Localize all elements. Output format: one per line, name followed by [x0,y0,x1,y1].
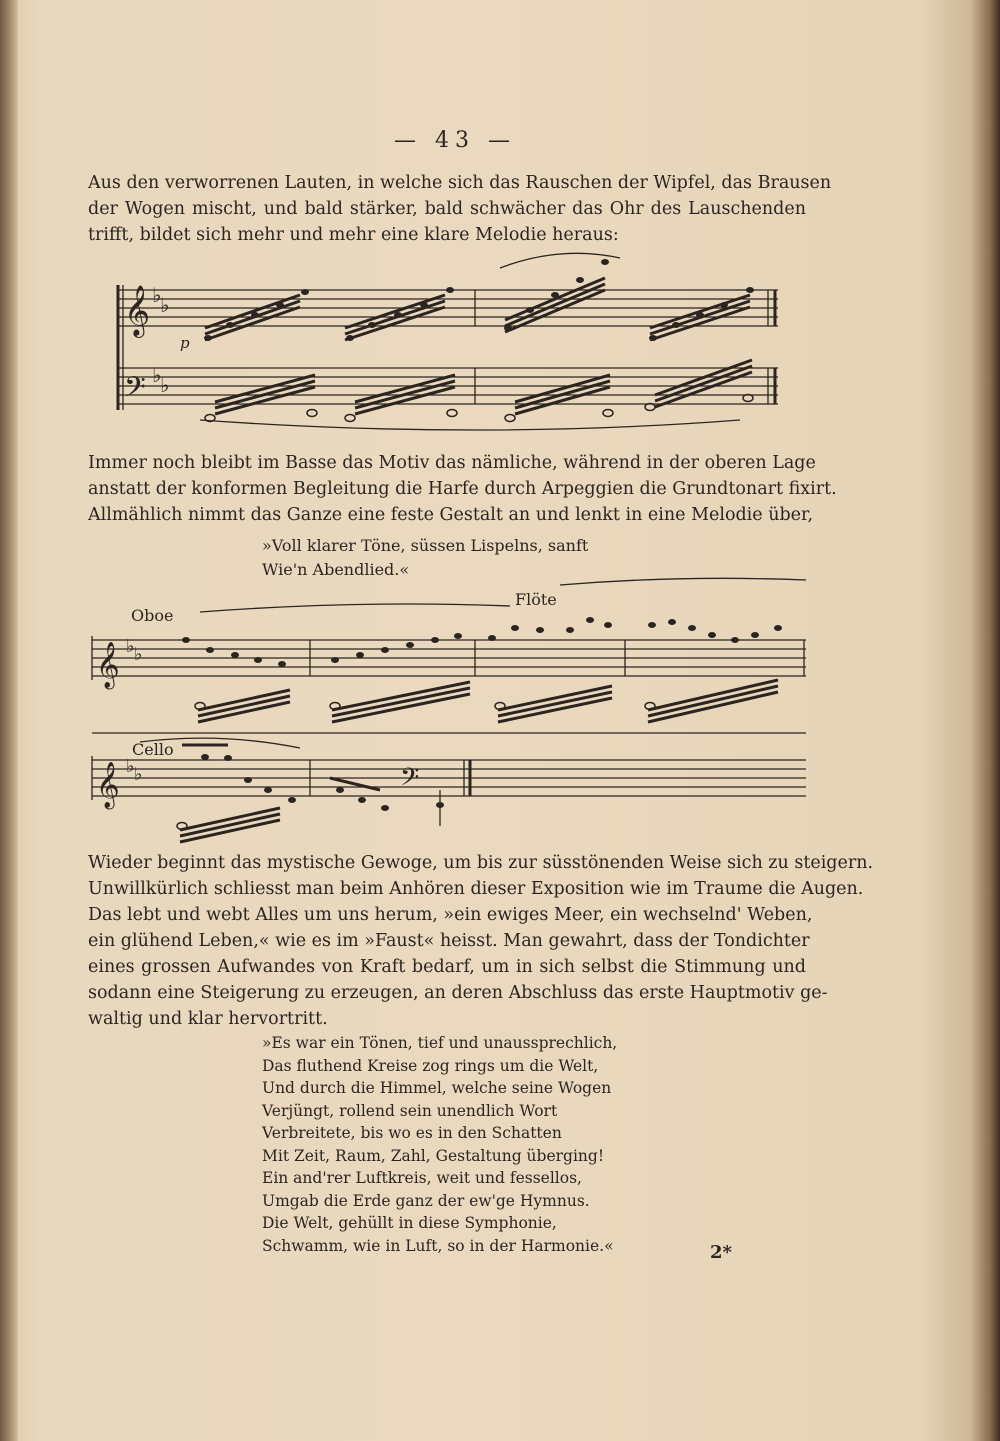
bass-clef: 𝄢 [124,371,146,411]
flute-label: Flöte [515,590,557,609]
page-number: — 43 — [394,128,516,153]
text-line: der Wogen mischt, und bald stärker, bald schwächer das Ohr des Lauschenden [88,199,806,219]
text-line: Immer noch bleibt im Basse das Motiv das nämliche, während in der oberen Lage [88,453,816,473]
text-line: waltig und klar hervortritt. [88,1009,328,1029]
flat-sign: ♭ [134,764,143,785]
quote-line: »Voll klarer Töne, süssen Lispelns, sanft [262,536,589,555]
poem-line: Umgab die Erde ganz der ew'ge Hymnus. [262,1191,590,1210]
poem-line: Die Welt, gehüllt in diese Symphonie, [262,1214,557,1232]
treble-clef: 𝄞 [96,762,120,808]
poem-line: Verbreitete, bis wo es in den Schatten [262,1124,562,1142]
text-line: anstatt der konformen Begleitung die Harfe durch Arpeggien die Grundtonart fixirt. [88,479,837,499]
flat-sign: ♭ [152,363,162,387]
flat-sign: ♭ [134,644,143,665]
flat-sign: ♭ [126,756,135,777]
poem-line: Und durch die Himmel, welche seine Wogen [262,1079,612,1097]
quote-line: Wie'n Abendlied.« [262,560,410,579]
text-line: eines grossen Aufwandes von Kraft bedarf, um in sich selbst die Stimmung und [88,957,806,977]
poem-line: Mit Zeit, Raum, Zahl, Gestaltung überging! [262,1146,605,1165]
poem-quote [262,1032,617,1257]
oboe-label: Oboe [131,606,174,625]
bass-clef: 𝄢 [400,763,420,798]
treble-clef: 𝄞 [124,285,151,336]
text-line: sodann eine Steigerung zu erzeugen, an deren Abschluss das erste Hauptmotiv ge- [88,983,828,1003]
text-line: Aus den verworrenen Lauten, in welche sich das Rauschen der Wipfel, das Brausen [88,173,832,193]
paragraph-3 [88,850,874,1032]
flat-sign: ♭ [152,283,162,307]
poem-line: »Es war ein Tönen, tief und unaussprechlich, [262,1034,618,1052]
treble-clef: 𝄞 [96,642,120,688]
flat-sign: ♭ [160,373,170,397]
cello-label: Cello [132,740,174,759]
text-line: ein glühend Leben,« wie es im »Faust« heisst. Man gewahrt, dass der Tondichter [88,931,810,951]
dynamic-marking: p [180,334,190,352]
signature-mark: 2* [710,1242,732,1263]
text-line: Unwillkürlich schliesst man beim Anhören dieser Exposition wie im Traume die Augen. [88,879,864,899]
poem-line: Verjüngt, rollend sein unendlich Wort [262,1101,558,1120]
poem-line: Schwamm, wie in Luft, so in der Harmonie.« [262,1236,614,1255]
poem-line: Das fluthend Kreise zog rings um die Welt, [262,1056,599,1075]
text-line: Das lebt und webt Alles um uns herum, »ein ewiges Meer, ein wechselnd' Weben, [88,905,813,925]
text-line: Allmählich nimmt das Ganze eine feste Gestalt an und lenkt in eine Melodie über, [88,505,814,525]
text-line: Wieder beginnt das mystische Gewoge, um bis zur süsstönenden Weise sich zu steigern. [88,853,874,873]
flat-sign: ♭ [126,636,135,657]
text-line: trifft, bildet sich mehr und mehr eine klare Melodie heraus: [88,225,619,245]
poem-line: Ein and'rer Luftkreis, weit und fessellos, [262,1169,582,1187]
flat-sign: ♭ [160,293,170,317]
